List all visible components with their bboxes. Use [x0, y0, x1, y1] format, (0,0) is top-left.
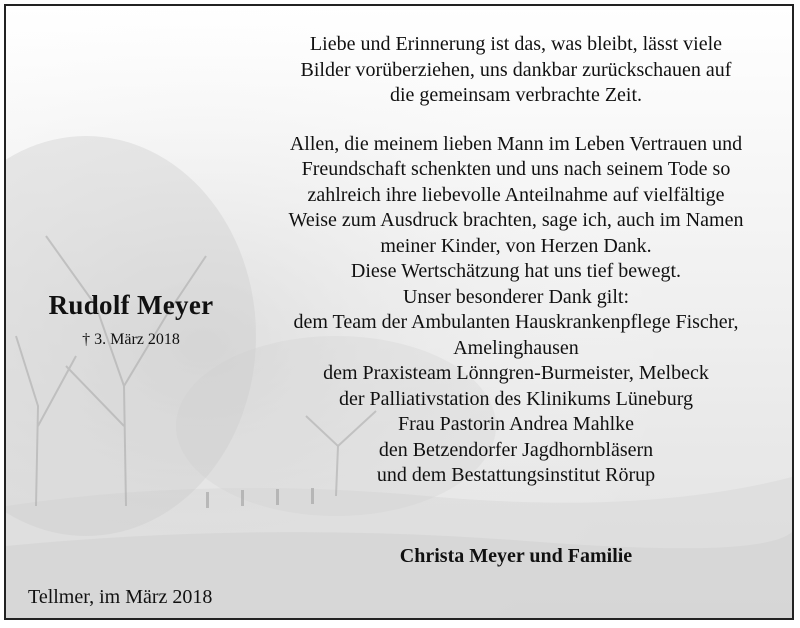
thanks-line: der Palliativstation des Klinikums Lüneburg: [338, 387, 694, 410]
thanks-line: Allen, die meinem lieben Mann im Leben Vertrauen und: [289, 132, 743, 155]
thanks-line: Weise zum Ausdruck brachten, sage ich, auch im Namen: [288, 209, 744, 231]
poem-line: die gemeinsam verbrachte Zeit.: [389, 84, 643, 106]
thanks-line: Frau Pastorin Andrea Mahlke: [397, 413, 635, 435]
thanks-line: zahlreich ihre liebevolle Anteilnahme auf vielfältige: [307, 183, 725, 206]
thanks-line: Amelinghausen: [453, 336, 579, 359]
thanks-line: dem Team der Ambulanten Hauskrankenpflege Fischer,: [293, 311, 739, 333]
poem: [256, 32, 776, 109]
thanks-line: dem Praxisteam Lönngren-Burmeister, Melbeck: [323, 362, 709, 384]
thanks-line: Freundschaft schenkten und uns nach seinem Tode so: [301, 158, 731, 180]
poem-line: Bilder vorüberziehen, uns dankbar zurückschauen auf: [300, 58, 732, 81]
thanks-line: Diese Wertschätzung hat uns tief bewegt.: [350, 260, 682, 282]
text-column: [256, 32, 776, 489]
thanks-line: den Betzendorfer Jagdhornbläsern: [378, 438, 654, 461]
thanks-line: Unser besonderer Dank gilt:: [402, 285, 630, 308]
death-date: † 3. März 2018: [82, 331, 180, 348]
poem-line: Liebe und Erinnerung ist das, was bleibt, lässt viele: [309, 33, 723, 55]
thanks-line: meiner Kinder, von Herzen Dank.: [380, 234, 652, 257]
place-date: Tellmer, im März 2018: [28, 586, 213, 608]
thanks-line: und dem Bestattungsinstitut Rörup: [376, 464, 656, 486]
obituary-card: [4, 4, 794, 620]
signature: Christa Meyer und Familie: [399, 545, 633, 567]
thanks-text: [256, 132, 776, 489]
deceased-name: Rudolf Meyer: [48, 290, 214, 320]
